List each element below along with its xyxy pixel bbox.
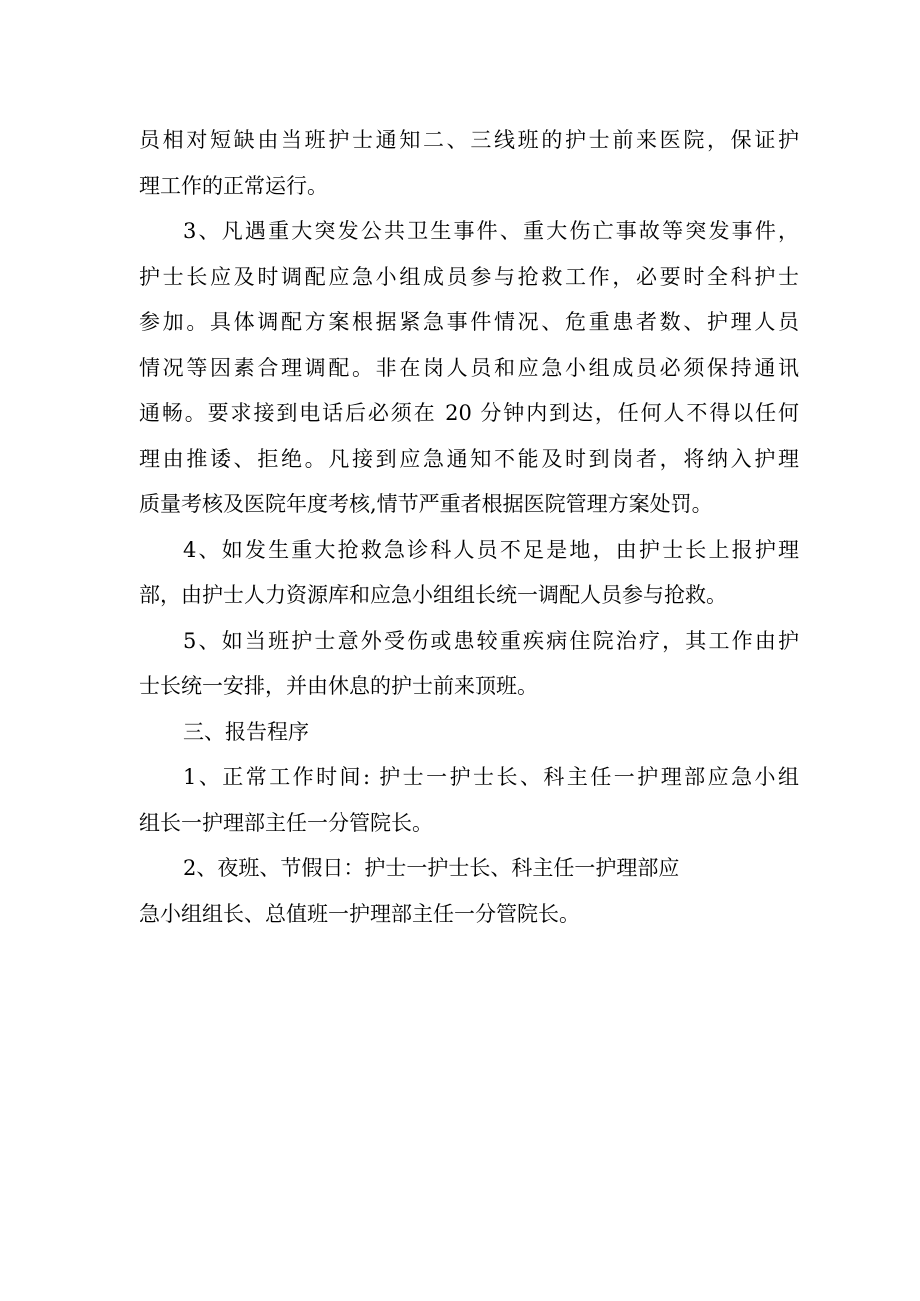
- text-line: 急小组组长、总值班一护理部主任一分管院长。: [139, 901, 580, 926]
- text-line: 2、夜班、节假日：护士一护士长、科主任一护理部应: [183, 856, 680, 880]
- text-line: 参加。具体调配方案根据紧急事件情况、危重患者数、护理人员: [139, 310, 799, 334]
- text-line: 员相对短缺由当班护士通知二、三线班的护士前来医院，保证护: [139, 128, 799, 152]
- text-line: 质量考核及医院年度考核,情节严重者根据医院管理方案处罚。: [139, 492, 713, 516]
- text-line: 5、如当班护士意外受伤或患较重疾病住院治疗，其工作由护: [183, 628, 799, 653]
- text-line: 理由推诿、拒绝。凡接到应急通知不能及时到岗者，将纳入护理: [139, 446, 799, 471]
- text-line: 4、如发生重大抢救急诊科人员不足是地，由护士长上报护理: [183, 537, 799, 562]
- text-line: 组长一护理部主任一分管院长。: [139, 810, 433, 835]
- text-line: 护士长应及时调配应急小组成员参与抢救工作，必要时全科护士: [139, 264, 799, 289]
- text-line: 情况等因素合理调配。非在岗人员和应急小组成员必须保持通讯: [139, 355, 799, 380]
- text-line: 士长统一安排，并由休息的护士前来顶班。: [139, 674, 538, 698]
- text-line: 1、正常工作时间: 护士一护士长、科主任一护理部应急小组: [183, 765, 799, 789]
- text-line: 部，由护士人力资源库和应急小组组长统一调配人员参与抢救。: [139, 583, 727, 607]
- text-line: 通畅。要求接到电话后必须在 20 分钟内到达，任何人不得以任何: [139, 401, 799, 425]
- document-body: [139, 118, 799, 937]
- text-line: 3、凡遇重大突发公共卫生事件、重大伤亡事故等突发事件，: [183, 219, 799, 243]
- text-line: 理工作的正常运行。: [139, 173, 328, 198]
- section-heading: 三、报告程序: [183, 719, 309, 744]
